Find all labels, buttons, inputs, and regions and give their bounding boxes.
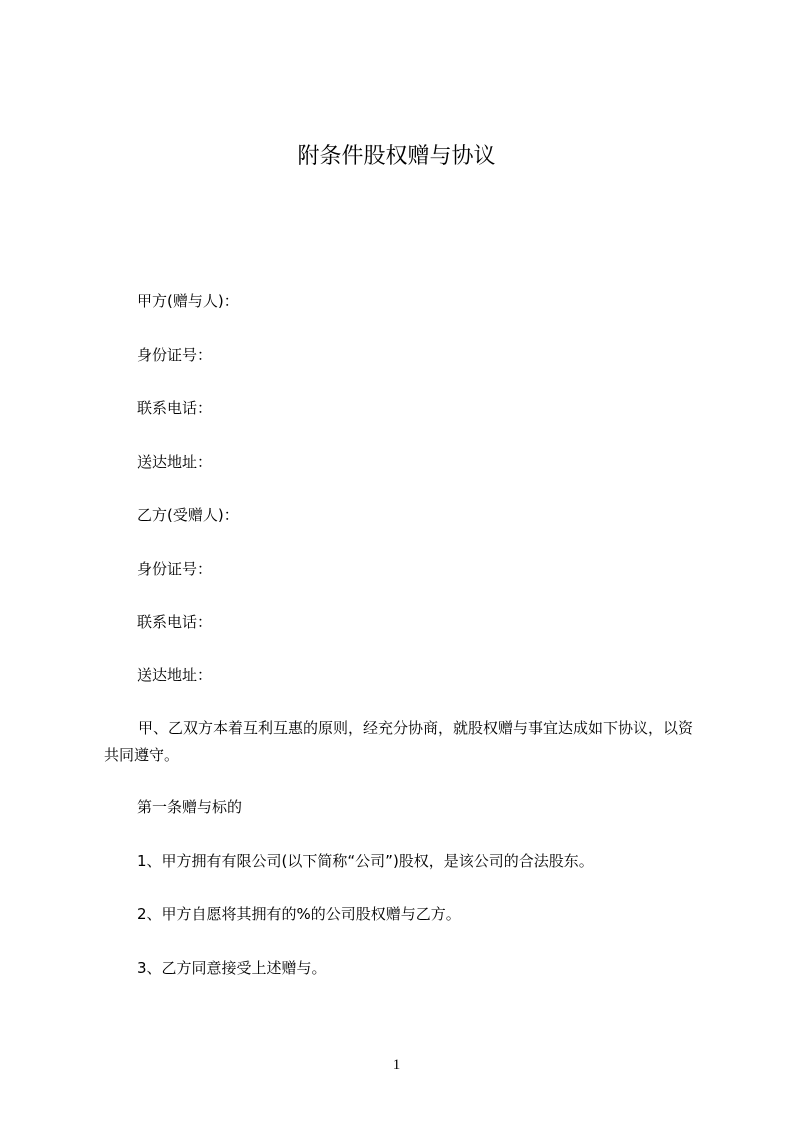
party-b-id-number: 身份证号： xyxy=(137,560,213,578)
preamble-paragraph: 甲、乙双方本着互利互惠的原则，经充分协商，就股权赠与事宜达成如下协议，以资共同遵守。 xyxy=(104,719,694,764)
article-1-heading: 第一条赠与标的 xyxy=(137,798,243,816)
article-1-item-2: 2、甲方自愿将其拥有的%的公司股权赠与乙方。 xyxy=(137,905,461,923)
page-number: 1 xyxy=(392,1057,401,1073)
party-a-label: 甲方(赠与人)： xyxy=(137,292,239,310)
party-b-label: 乙方(受赠人)： xyxy=(137,506,239,524)
party-a-phone: 联系电话： xyxy=(137,399,213,417)
party-a-id-number: 身份证号： xyxy=(137,346,213,364)
article-1-item-1: 1、甲方拥有有限公司(以下简称“公司”)股权，是该公司的合法股东。 xyxy=(137,852,594,870)
party-a-address: 送达地址： xyxy=(137,453,213,471)
party-b-phone: 联系电话： xyxy=(137,613,213,631)
party-b-address: 送达地址： xyxy=(137,666,213,684)
document-title: 附条件股权赠与协议 xyxy=(297,144,496,169)
article-1-item-3: 3、乙方同意接受上述赠与。 xyxy=(137,959,327,977)
